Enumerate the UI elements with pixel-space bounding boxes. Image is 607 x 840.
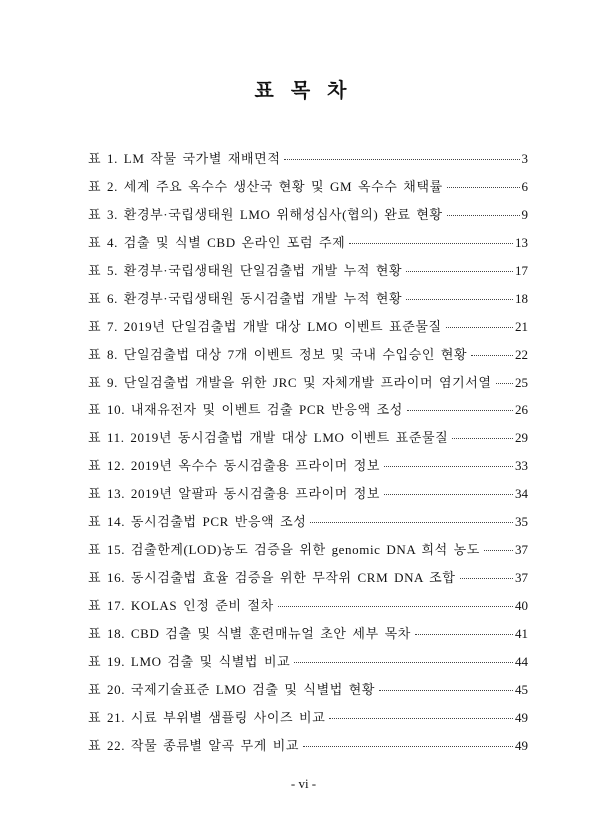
toc-entry-page: 45: [515, 681, 528, 697]
toc-entry-label: 표 6. 환경부·국립생태원 동시검출법 개발 누적 현황: [88, 290, 403, 306]
dot-leader: [484, 550, 513, 551]
toc-entry-page: 18: [515, 290, 528, 306]
toc-entry-label: 표 4. 검출 및 식별 CBD 온라인 포럼 주제: [88, 234, 346, 250]
dot-leader: [452, 438, 513, 439]
toc-entry-label: 표 15. 검출한계(LOD)농도 검증을 위한 genomic DNA 희석 농도: [88, 542, 480, 558]
toc-entry-page: 49: [515, 709, 528, 725]
dot-leader: [496, 383, 513, 384]
toc-entry-page: 37: [515, 542, 528, 558]
dot-leader: [384, 494, 513, 495]
toc-entry-label: 표 8. 단일검출법 대상 7개 이벤트 정보 및 국내 수입승인 현황: [88, 346, 468, 362]
toc-entry-page: 26: [515, 402, 528, 418]
page-title: 표 목 차: [254, 80, 353, 102]
toc-entry-label: 표 5. 환경부·국립생태원 단일검출법 개발 누적 현황: [88, 262, 403, 278]
dot-leader: [447, 215, 520, 216]
toc-entry[interactable]: [88, 455, 528, 483]
toc-entry[interactable]: [88, 344, 528, 372]
toc-entry[interactable]: [88, 623, 528, 651]
toc-entry-label: 표 7. 2019년 단일검출법 개발 대상 LMO 이벤트 표준물질: [88, 318, 442, 334]
toc-entry-page: 21: [515, 318, 528, 334]
toc-entry[interactable]: [88, 483, 528, 511]
toc-entry[interactable]: [88, 651, 528, 679]
toc-entry[interactable]: [88, 176, 528, 204]
toc-entry-label: 표 20. 국제기술표준 LMO 검출 및 식별법 현황: [88, 681, 376, 697]
dot-leader: [303, 746, 513, 747]
toc-entry-page: 9: [521, 206, 528, 222]
toc-entry-label: 표 22. 작물 종류별 알곡 무게 비교: [88, 737, 300, 753]
toc-entry-page: 49: [515, 737, 528, 753]
dot-leader: [278, 606, 513, 607]
dot-leader: [460, 578, 514, 579]
toc-entry[interactable]: [88, 316, 528, 344]
toc-entry-page: 17: [515, 262, 528, 278]
toc-entry[interactable]: [88, 399, 528, 427]
toc-entry[interactable]: [88, 539, 528, 567]
toc-entry-page: 6: [521, 178, 528, 194]
toc-entry-label: 표 11. 2019년 동시검출법 개발 대상 LMO 이벤트 표준물질: [88, 430, 449, 446]
toc-entry-label: 표 16. 동시검출법 효율 검증을 위한 무작위 CRM DNA 조합: [88, 570, 456, 586]
toc-entry-label: 표 17. KOLAS 인정 준비 절차: [88, 598, 274, 613]
toc-entry-label: 표 19. LMO 검출 및 식별법 비교: [88, 653, 291, 669]
toc-entry-page: 40: [515, 598, 528, 613]
toc-entry-page: 3: [521, 151, 528, 166]
toc-entry[interactable]: [88, 679, 528, 707]
dot-leader: [284, 159, 519, 160]
toc-entry[interactable]: [88, 427, 528, 455]
toc-entry-page: 29: [515, 430, 528, 446]
toc-entry-label: 표 12. 2019년 옥수수 동시검출용 프라이머 정보: [88, 458, 381, 474]
toc-entry[interactable]: [88, 567, 528, 595]
toc-entry-page: 25: [515, 374, 528, 390]
toc-entry-label: 표 2. 세계 주요 옥수수 생산국 현황 및 GM 옥수수 채택률: [88, 178, 443, 194]
dot-leader: [406, 299, 513, 300]
toc-entry-label: 표 9. 단일검출법 개발을 위한 JRC 및 자체개발 프라이머 염기서열: [88, 374, 492, 390]
toc-entry-page: 35: [515, 514, 528, 530]
toc-entry[interactable]: [88, 372, 528, 400]
toc-entry-page: 41: [515, 625, 528, 641]
toc-entry-page: 22: [515, 346, 528, 362]
toc-entry[interactable]: [88, 288, 528, 316]
dot-leader: [446, 327, 513, 328]
toc-entry[interactable]: [88, 511, 528, 539]
page-number: - vi -: [290, 776, 317, 791]
toc-entry-page: 34: [515, 486, 528, 502]
toc-entry[interactable]: [88, 707, 528, 735]
toc-entry-label: 표 1. LM 작물 국가별 재배면적: [88, 151, 281, 166]
dot-leader: [379, 690, 513, 691]
toc-entry-page: 33: [515, 458, 528, 474]
toc-entry-page: 37: [515, 570, 528, 586]
toc-entry-label: 표 14. 동시검출법 PCR 반응액 조성: [88, 514, 307, 530]
table-of-contents: [88, 148, 528, 763]
toc-entry-label: 표 3. 환경부·국립생태원 LMO 위해성심사(협의) 완료 현황: [88, 206, 443, 222]
toc-entry-page: 44: [515, 653, 528, 669]
toc-entry-label: 표 18. CBD 검출 및 식별 훈련매뉴얼 초안 세부 목차: [88, 625, 411, 641]
dot-leader: [447, 187, 520, 188]
toc-entry-label: 표 21. 시료 부위별 샘플링 사이즈 비교: [88, 709, 326, 725]
dot-leader: [471, 355, 513, 356]
toc-entry[interactable]: [88, 260, 528, 288]
dot-leader: [294, 662, 513, 663]
dot-leader: [349, 243, 513, 244]
toc-entry[interactable]: [88, 595, 528, 623]
toc-entry[interactable]: [88, 232, 528, 260]
dot-leader: [406, 271, 513, 272]
dot-leader: [407, 410, 513, 411]
toc-entry-page: 13: [515, 234, 528, 250]
toc-entry[interactable]: [88, 735, 528, 763]
toc-entry-label: 표 10. 내재유전자 및 이벤트 검출 PCR 반응액 조성: [88, 402, 403, 418]
dot-leader: [384, 466, 513, 467]
toc-entry[interactable]: [88, 204, 528, 232]
dot-leader: [329, 718, 513, 719]
dot-leader: [310, 522, 513, 523]
toc-entry-label: 표 13. 2019년 알팔파 동시검출용 프라이머 정보: [88, 486, 381, 502]
toc-entry[interactable]: [88, 148, 528, 176]
dot-leader: [415, 634, 513, 635]
